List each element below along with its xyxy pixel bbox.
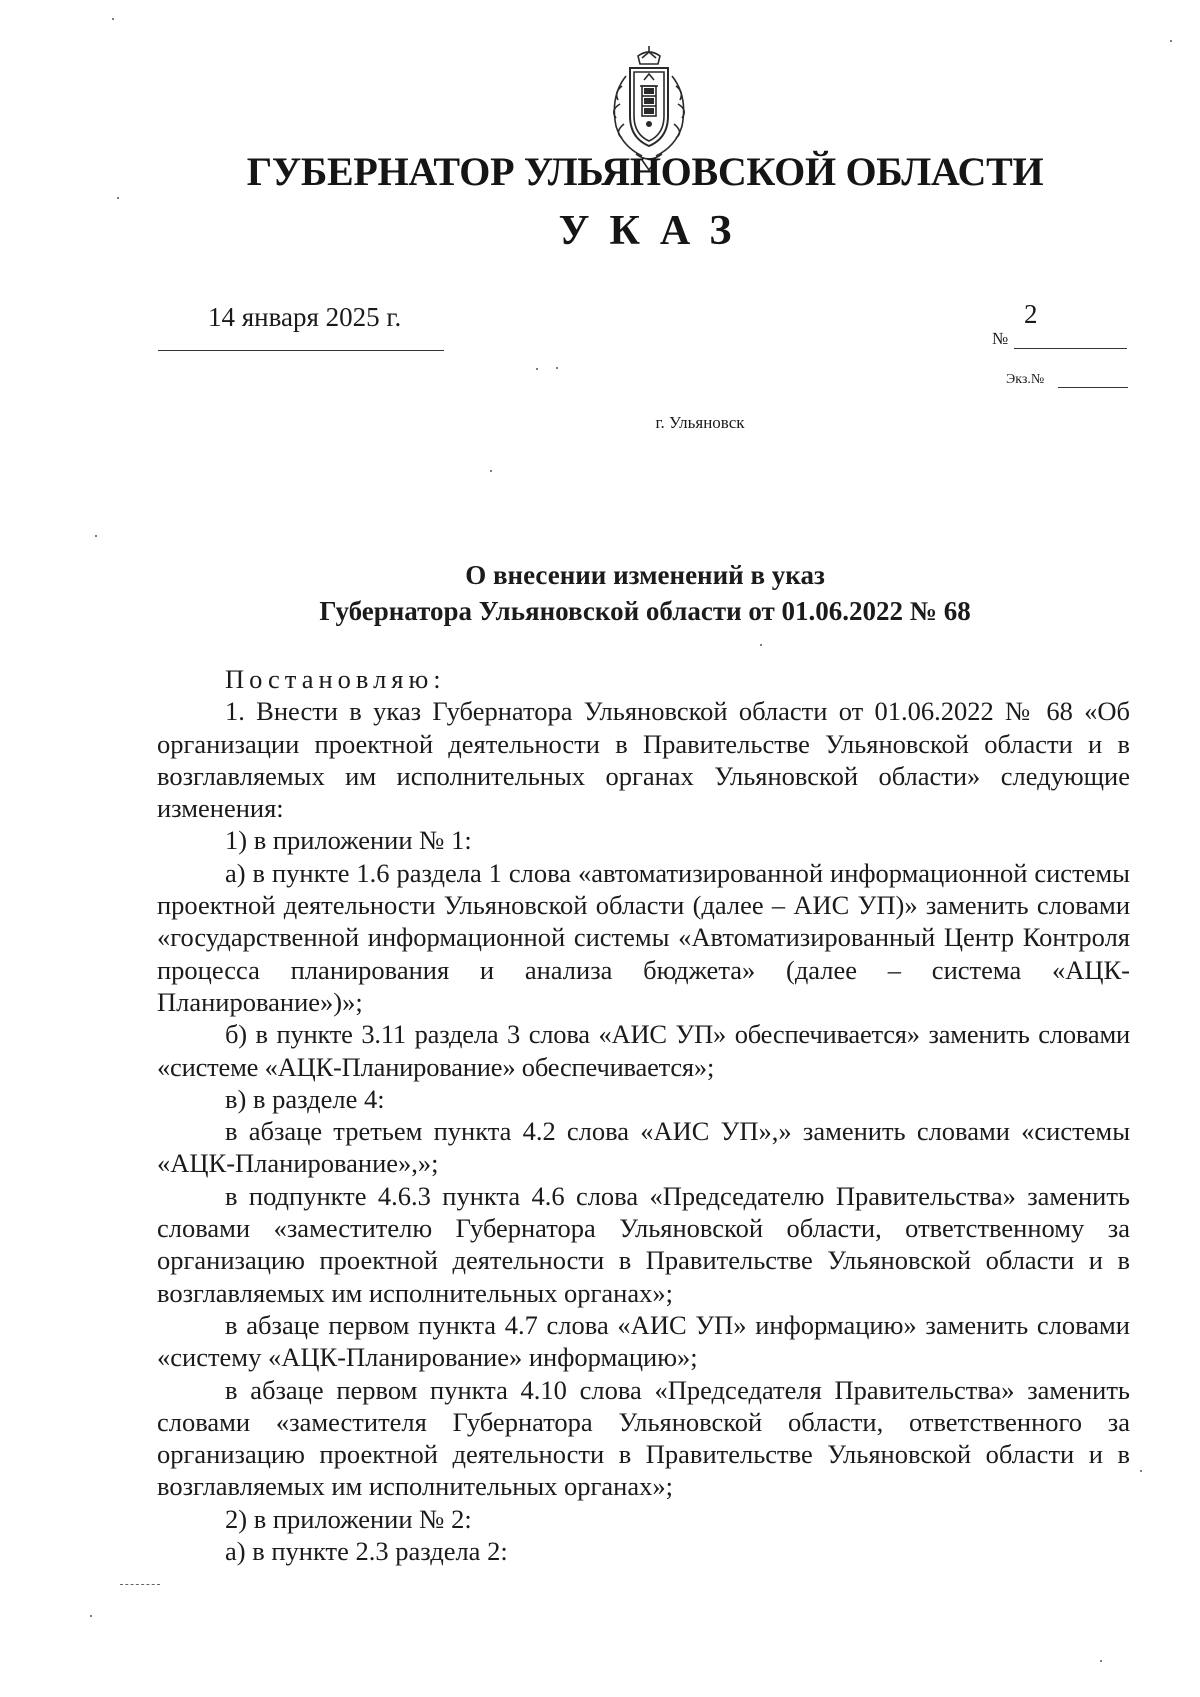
body-paragraph-4: а) в пункте 1.6 раздела 1 слова «автоматизированной информационной системы проектной деятельности Ульяновской области (далее – АИС УП)» заменить словами «государственной информационной системы «Автоматизированный Центр Контроля процесса планирования и анализа бюджета» (далее – система «АЦК-Планирование»)»;	[157, 857, 1130, 1017]
document-body	[157, 663, 1130, 1567]
body-paragraph-2: 1. Внести в указ Губернатора Ульяновской области от 01.06.2022 № 68 «Об организации проектной деятельности в Правительстве Ульяновской области и в возглавляемых им исполнительных органах Ульяновской области» следующие изменения:	[157, 696, 1130, 824]
body-paragraph-12: а) в пункте 2.3 раздела 2:	[225, 1536, 508, 1567]
body-paragraph-5: б) в пункте 3.11 раздела 3 слова «АИС УП» обеспечивается» заменить словами «системе «АЦК-Планирование» обеспечивается»;	[157, 1019, 1130, 1082]
body-paragraph-9: в абзаце первом пункта 4.7 слова «АИС УП» информацию» заменить словами «систему «АЦК-Планирование» информацию»;	[157, 1309, 1130, 1373]
document-number: 2	[1024, 299, 1038, 329]
org-title: ГУБЕРНАТОР УЛЬЯНОВСКОЙ ОБЛАСТИ	[246, 149, 1044, 194]
scan-speck	[117, 197, 119, 199]
number-underline	[1014, 348, 1127, 349]
document-date: 14 января 2025 г.	[208, 302, 402, 332]
scan-speck	[1170, 40, 1172, 42]
scan-speck	[760, 644, 762, 646]
scan-dash	[120, 1584, 160, 1585]
body-paragraph-7: в абзаце третьем пункта 4.2 слова «АИС УП»,» заменить словами «системы «АЦК-Планирование»,»;	[157, 1116, 1130, 1179]
date-underline	[158, 350, 444, 351]
scan-speck	[95, 535, 97, 537]
body-paragraph-6: в) в разделе 4:	[225, 1083, 385, 1114]
document-subject	[160, 557, 1130, 629]
subject-line-1: О внесении изменений в указ	[465, 560, 825, 590]
body-paragraph-3: 1) в приложении № 1:	[225, 825, 472, 856]
body-paragraph-1: Постановляю:	[225, 664, 446, 694]
scan-speck	[112, 18, 114, 20]
body-paragraph-8: в подпункте 4.6.3 пункта 4.6 слова «Председателю Правительства» заменить словами «заместителю Губернатора Ульяновской области, ответственному за организацию проектной деятельности в Правительстве Ульяновской области и в возглавляемых им исполнительных органах»;	[157, 1180, 1130, 1308]
scan-speck	[536, 368, 538, 370]
scan-speck	[1140, 1470, 1142, 1472]
city: г. Ульяновск	[655, 413, 745, 432]
scan-speck	[1100, 1660, 1102, 1662]
number-label: №	[992, 329, 1009, 348]
document-type: УКАЗ	[558, 208, 752, 254]
copy-number-underline	[1058, 387, 1128, 388]
copy-number-label: Экз.№	[1006, 372, 1045, 387]
scan-speck	[556, 367, 558, 369]
body-paragraph-10: в абзаце первом пункта 4.10 слова «Председателя Правительства» заменить словами «заместителя Губернатора Ульяновской области, ответственного за организацию проектной деятельности в Правительстве Ульяновской области и в возглавляемых им исполнительных органах»;	[157, 1374, 1130, 1502]
scan-speck	[90, 1615, 92, 1617]
scan-speck	[490, 470, 492, 472]
subject-line-2: Губернатора Ульяновской области от 01.06.2022 № 68	[319, 596, 971, 626]
body-paragraph-11: 2) в приложении № 2:	[225, 1503, 472, 1534]
